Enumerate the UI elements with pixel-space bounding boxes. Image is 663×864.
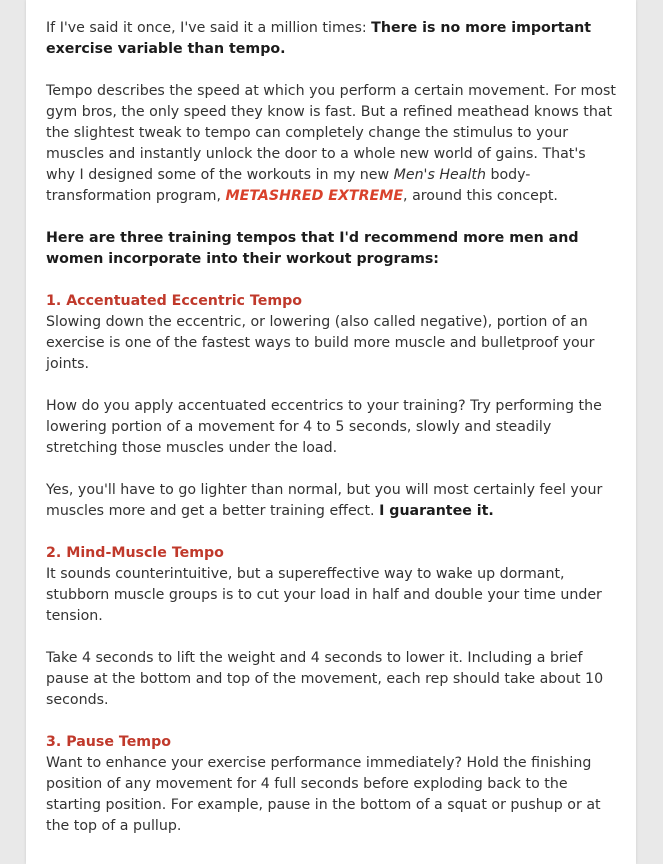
tempo-text-2: body-transformation program,: [46, 167, 531, 204]
section-1-body: Slowing down the eccentric, or lowering (also called negative), portion of an exercise is one of the fastest ways to build more muscle and bulletproof your joints.: [46, 314, 595, 372]
section-3-body: Want to enhance your exercise performance immediately? Hold the finishing position of any movement for 4 full seconds before exploding back to the starting position. For example, pause in the bottom of a squat or pushup or at the top of a pullup.: [46, 755, 601, 834]
section-2-heading: 2. Mind-Muscle Tempo: [46, 545, 224, 561]
section-1-heading: 1. Accentuated Eccentric Tempo: [46, 293, 303, 309]
section-3-paragraph: [46, 732, 618, 837]
section-2-body: It sounds counterintuitive, but a supereffective way to wake up dormant, stubborn muscle groups is to cut your load in half and double your time under tension.: [46, 566, 602, 624]
recommend-paragraph: Here are three training tempos that I'd recommend more men and women incorporate into their workout programs:: [46, 230, 579, 267]
section-2-paragraph: [46, 543, 618, 627]
section-1-paragraph: [46, 291, 618, 375]
guarantee-text: I guarantee it.: [379, 503, 494, 519]
intro-emphasis: There is no more important exercise variable than tempo.: [46, 20, 592, 57]
section-3-heading: 3. Pause Tempo: [46, 734, 171, 750]
magazine-name: Men's Health: [393, 167, 486, 183]
article-body: [46, 18, 618, 858]
tempo-text-3: , around this concept.: [403, 188, 558, 204]
intro-paragraph: [46, 18, 618, 60]
section-1-paragraph-3: [46, 480, 618, 522]
article-page: [26, 0, 636, 864]
section-1-paragraph-2: How do you apply accentuated eccentrics to your training? Try performing the lowering portion of a movement for 4 to 5 seconds, slowly and steadily stretching those muscles under the load.: [46, 398, 602, 456]
intro-lead: If I've said it once, I've said it a million times:: [46, 20, 372, 36]
program-link[interactable]: METASHRED EXTREME: [225, 188, 404, 204]
section-2-paragraph-2: Take 4 seconds to lift the weight and 4 seconds to lower it. Including a brief pause at the bottom and top of the movement, each rep should take about 10 seconds.: [46, 650, 604, 708]
tempo-text-1: Tempo describes the speed at which you perform a certain movement. For most gym bros, the only speed they know is fast. But a refined meathead knows that the slightest tweak to tempo can completely change the stimulus to your muscles and instantly unlock the door to a whole new world of gains. That's why I designed some of the workouts in my new: [46, 83, 616, 183]
section-1-p3-text: Yes, you'll have to go lighter than normal, but you will most certainly feel your muscles more and get a better training effect.: [46, 482, 603, 519]
tempo-definition-paragraph: [46, 81, 618, 207]
